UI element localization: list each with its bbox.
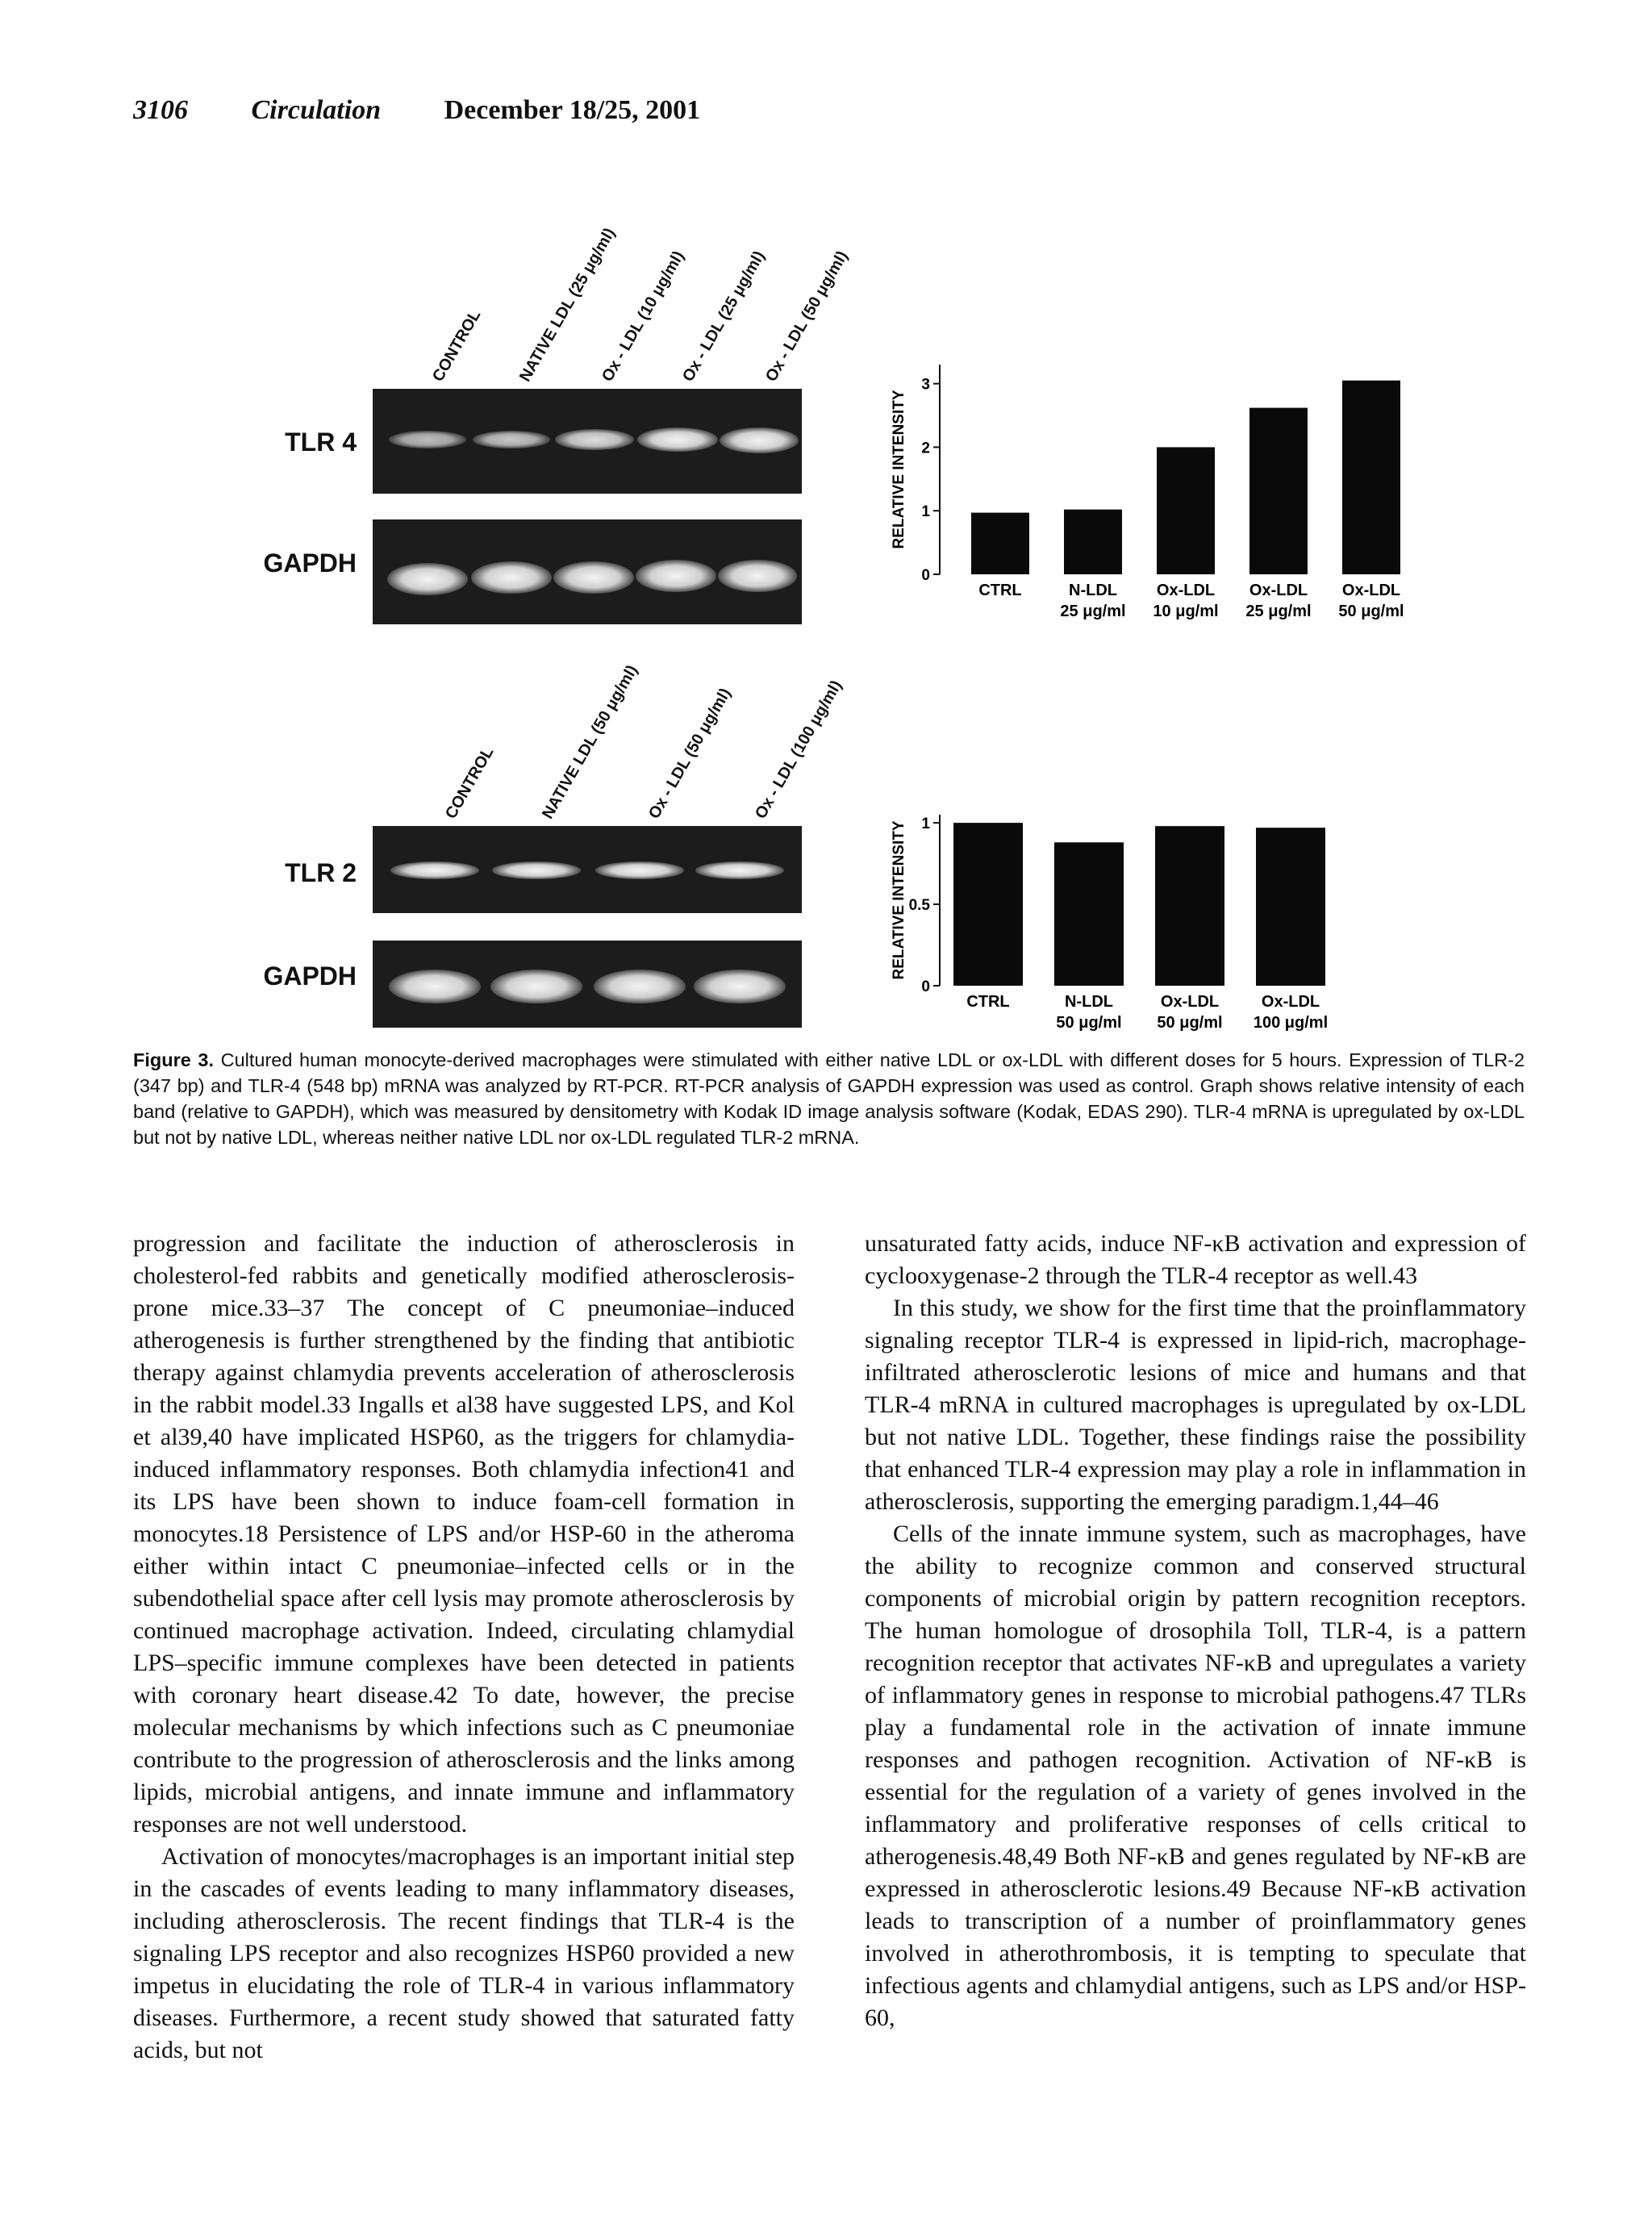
gel-band — [490, 970, 582, 1003]
paragraph: Cells of the innate immune system, such as macrophages, have the ability to recognize common and conserved structural components of microbial origin by pattern recognition receptors. The human homologue of drosophila Toll, TLR-4, is a pattern recognition receptor that activates NF-κB and upregulates a variety of inflammatory genes in response to microbial pathogens.47 TLRs play a fundamental role in the activation of innate immune responses and pathogen recognition. Activation of NF-κB is essential for the regulation of a variety of genes involved in the inflammatory and proliferative responses of cells critical to atherogenesis.48,49 Both NF-κB and genes regulated by NF-κB are expressed in atherosclerotic lesions.49 Because NF-κB activation leads to transcription of a number of proinflammatory genes involved in atherothrombosis, it is tempting to speculate that infectious agents and chlamydial antigens, such as LPS and/or HSP-60, — [865, 1520, 1526, 2031]
journal-name: Circulation — [251, 95, 382, 125]
bar — [953, 823, 1023, 986]
running-head — [133, 95, 700, 126]
x-tick-label: Ox-LDL — [1261, 993, 1320, 1011]
lane-label-b-1: CONTROL — [442, 744, 498, 822]
x-tick-label-dose: 50 μg/ml — [1338, 603, 1404, 620]
gel-label-tlr2: TLR 2 — [285, 858, 357, 887]
gel-band — [553, 561, 634, 594]
chart-tlr2-relative-intensity — [871, 774, 1436, 1041]
bar — [1064, 510, 1122, 574]
lane-label-a-5: Ox - LDL (50 μg/ml) — [762, 248, 852, 385]
x-tick-label-dose: 25 μg/ml — [1245, 603, 1312, 620]
gel-band — [720, 428, 799, 453]
gel-band — [694, 970, 786, 1003]
gel-band — [555, 429, 634, 450]
x-tick-label-dose: 25 μg/ml — [1060, 603, 1126, 620]
y-tick-label: 3 — [921, 376, 930, 394]
lane-label-b-4: Ox - LDL (100 μg/ml) — [752, 677, 846, 822]
body-column-right — [865, 1228, 1526, 2034]
x-tick-label: Ox-LDL — [1249, 582, 1308, 599]
gel-band — [471, 561, 552, 594]
bar — [1249, 408, 1308, 574]
issue-date: December 18/25, 2001 — [444, 95, 701, 125]
y-tick-label: 0 — [921, 567, 930, 584]
lane-label-a-4: Ox - LDL (25 μg/ml) — [679, 248, 769, 385]
caption-label: Figure 3. — [133, 1049, 214, 1070]
paragraph: progression and facilitate the induction of atherosclerosis in cholesterol-fed rabbits and genetically modified atherosclerosis-prone mice.33–37 The concept of C pneumoniae–induced atherogenesis is further strengthened by the finding that antibiotic therapy against chlamydia prevents acceleration of atherosclerosis in the rabbit model.33 Ingalls et al38 have suggested LPS, and Kol et al39,40 have implicated HSP60, as the triggers for chlamydia-induced inflammatory responses. Both chlamydia infection41 and its LPS have been shown to induce foam-cell formation in monocytes.18 Persistence of LPS and/or HSP-60 in the atheroma either within intact C pneumoniae–infected cells or in the subendothelial space after cell lysis may promote atherosclerosis by continued macrophage activation. Indeed, circulating chlamydial LPS–specific immune complexes have been detected in patients with coronary heart disease.42 To date, however, the precise molecular mechanisms by which infections such as C pneumoniae contribute to the progression of atherosclerosis and the links among lipids, microbial antigens, and innate immune and inflammatory responses are not well understood. — [133, 1230, 795, 1837]
gel-tlr4 — [373, 389, 802, 494]
gel-label-gapdh-a: GAPDH — [263, 549, 357, 578]
gel-band — [389, 970, 481, 1003]
lane-label-b-3: Ox - LDL (50 μg/ml) — [645, 685, 735, 822]
x-tick-label: N-LDL — [1065, 993, 1113, 1011]
gel-label-tlr4: TLR 4 — [285, 428, 357, 457]
x-tick-label-dose: 50 μg/ml — [1157, 1014, 1223, 1032]
bar — [971, 513, 1029, 574]
caption-text: Cultured human monocyte-derived macrophages were stimulated with either native LDL or ox-LDL with different doses for 5 hours. Expression of TLR-2 (347 bp) and TLR-4 (548 bp) mRNA was analyzed by RT-PCR. RT-PCR analysis of GAPDH expression was used as control. Graph shows relative intensity of each band (relative to GAPDH), which was measured by densitometry with Kodak ID image analysis software (Kodak, EDAS 290). TLR-4 mRNA is upregulated by ox-LDL but not by native LDL, whereas neither native LDL nor ox-LDL regulated TLR-2 mRNA. — [133, 1049, 1525, 1148]
bar — [1256, 828, 1325, 986]
bar — [1157, 447, 1215, 574]
x-tick-label: Ox-LDL — [1156, 582, 1216, 599]
x-tick-label-dose: 100 μg/ml — [1253, 1014, 1329, 1032]
gel-gapdh-b — [373, 941, 802, 1028]
x-tick-label-dose: 10 μg/ml — [1153, 603, 1219, 620]
gel-gapdh-a — [373, 519, 802, 624]
gel-band — [718, 560, 797, 592]
paragraph: Activation of monocytes/macrophages is an important initial step in the cascades of events leading to many inflammatory diseases, including atherosclerosis. The recent findings that TLR-4 is the signaling LPS receptor and also recognizes HSP60 provided a new impetus in elucidating the role of TLR-4 in various inflammatory diseases. Furthermore, a recent study showed that saturated fatty acids, but not — [133, 1843, 795, 2063]
bar — [1342, 381, 1400, 574]
gel-band — [636, 560, 716, 592]
y-tick-label: 0.5 — [908, 897, 930, 915]
x-tick-label-dose: 50 μg/ml — [1056, 1014, 1122, 1032]
gel-label-gapdh-b: GAPDH — [263, 962, 357, 991]
gel-band — [492, 861, 581, 879]
gel-band — [390, 861, 479, 879]
y-tick-label: 0 — [921, 978, 930, 995]
lane-label-a-3: Ox - LDL (10 μg/ml) — [599, 248, 688, 385]
y-axis-title: RELATIVE INTENSITY — [891, 390, 907, 549]
gel-band — [387, 563, 468, 595]
body-column-left — [133, 1228, 795, 2067]
y-tick-label: 2 — [921, 440, 930, 457]
x-tick-label: Ox-LDL — [1341, 582, 1401, 599]
figure-caption — [133, 1047, 1525, 1150]
lane-label-a-1: CONTROL — [429, 307, 485, 385]
lane-label-a-2: NATIVE LDL (25 μg/ml) — [516, 224, 620, 385]
gel-band — [637, 428, 718, 452]
bar — [1155, 826, 1224, 986]
lane-label-b-2: NATIVE LDL (50 μg/ml) — [539, 661, 642, 822]
x-tick-label: N-LDL — [1069, 582, 1117, 599]
gel-band — [594, 970, 686, 1003]
x-tick-label: Ox-LDL — [1160, 993, 1220, 1011]
paragraph: unsaturated fatty acids, induce NF-κB activation and expression of cyclooxygenase-2 through the TLR-4 receptor as well.43 — [865, 1230, 1526, 1289]
chart-tlr4-relative-intensity — [871, 339, 1436, 629]
x-tick-label: CTRL — [966, 993, 1010, 1011]
paragraph: In this study, we show for the first time that the proinflammatory signaling receptor TLR-4 is expressed in lipid-rich, macrophage-infiltrated atherosclerotic lesions of mice and humans and that TLR-4 mRNA in cultured macrophages is upregulated by ox-LDL but not native LDL. Together, these findings raise the possibility that enhanced TLR-4 expression may play a role in inflammation in atherosclerosis, supporting the emerging paradigm.1,44–46 — [865, 1295, 1526, 1515]
bar — [1054, 842, 1124, 986]
y-axis-title: RELATIVE INTENSITY — [891, 820, 907, 980]
y-tick-label: 1 — [921, 503, 930, 521]
gel-band — [695, 861, 784, 879]
gel-band — [473, 431, 550, 448]
y-tick-label: 1 — [921, 816, 930, 833]
gel-tlr2 — [373, 826, 802, 913]
gel-band — [389, 431, 466, 448]
page-number: 3106 — [133, 95, 188, 125]
x-tick-label: CTRL — [978, 582, 1022, 599]
gel-band — [595, 861, 684, 879]
